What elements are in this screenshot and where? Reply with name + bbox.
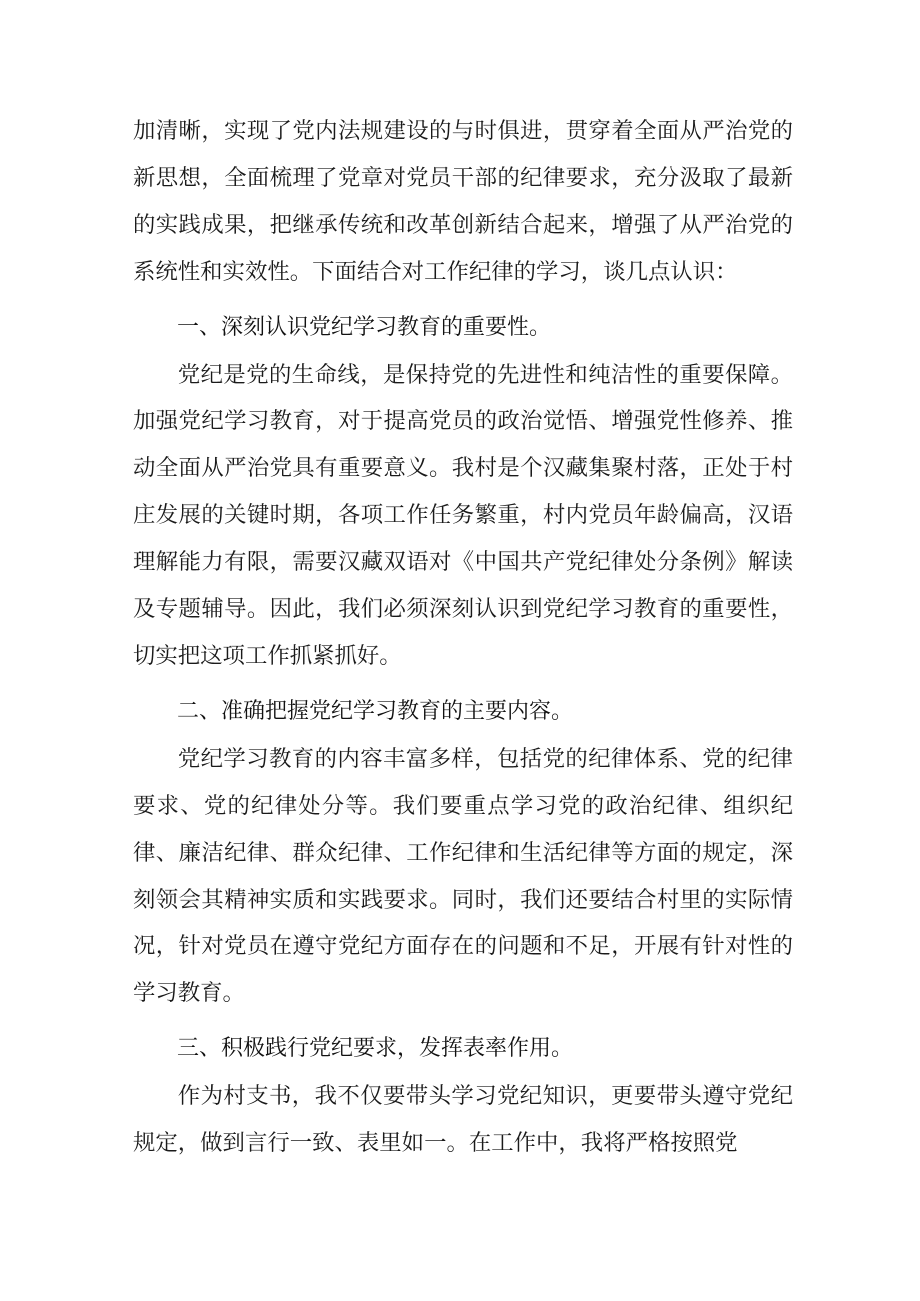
spacer xyxy=(133,680,793,689)
paragraph-section-1: 党纪是党的生命线，是保持党的先进性和纯洁性的重要保障。加强党纪学习教育，对于提高党员的政治觉悟、增强党性修养、推动全面从严治党具有重要意义。我村是个汉藏集聚村落，正处于村庄发展的关键时期，各项工作任务繁重，村内党员年龄偏高，汉语理解能力有限，需要汉藏双语对《中国共产党纪律处分条例》解读及专题辅导。因此，我们必须深刻认识到党纪学习教育的重要性，切实把这项工作抓紧抓好。 xyxy=(133,361,793,669)
section-heading-3: 三、积极践行党纪要求，发挥表率作用。 xyxy=(177,1036,574,1062)
paragraph-section-3: 作为村支书，我不仅要带头学习党纪知识，更要带头遵守党纪规定，做到言行一致、表里如一。在工作中，我将严格按照党 xyxy=(133,1083,793,1157)
spacer xyxy=(133,1017,793,1026)
spacer xyxy=(133,296,793,305)
section-heading-1: 一、深刻认识党纪学习教育的重要性。 xyxy=(177,314,552,340)
section-heading-2: 二、准确把握党纪学习教育的主要内容。 xyxy=(177,698,574,724)
paragraph-intro-continuation: 加清晰，实现了党内法规建设的与时俱进，贯穿着全面从严治党的新思想，全面梳理了党章对党员干部的纪律要求，充分汲取了最新的实践成果，把继承传统和改革创新结合起来，增强了从严治党的系统性和实效性。下面结合对工作纪律的学习，谈几点认识： xyxy=(133,118,793,285)
paragraph-section-2: 党纪学习教育的内容丰富多样，包括党的纪律体系、党的纪律要求、党的纪律处分等。我们要重点学习党的政治纪律、组织纪律、廉洁纪律、群众纪律、工作纪律和生活纪律等方面的规定，深刻领会其精神实质和实践要求。同时，我们还要结合村里的实际情况，针对党员在遵守党纪方面存在的问题和不足，开展有针对性的学习教育。 xyxy=(133,745,793,1007)
document-body xyxy=(133,108,793,1167)
